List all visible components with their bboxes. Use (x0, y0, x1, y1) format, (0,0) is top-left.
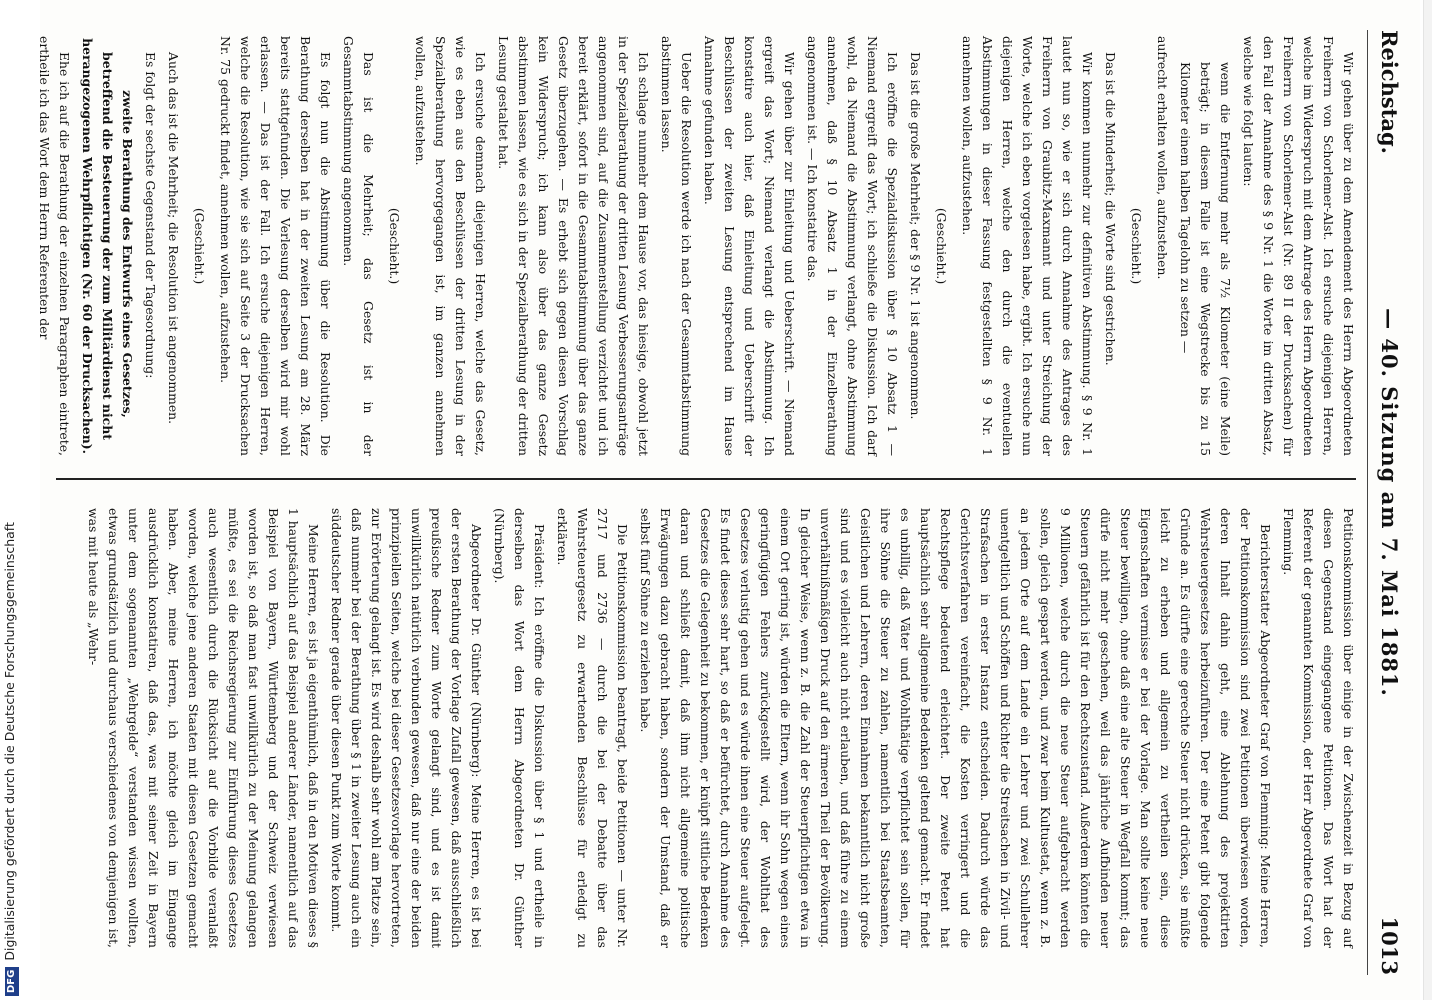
left-column-paragraph: Das ist die Minderheit; die Worte sind gestrichen. (1103, 52, 1118, 366)
left-column (37, 36, 1358, 456)
running-head (1370, 30, 1410, 975)
digitization-note (1, 0, 19, 996)
left-column-paragraph: Das ist die große Mehrheit; der § 9 Nr. 1 ist angenommen. (908, 52, 923, 420)
left-column-paragraph: Ueber die Resolution werde ich nach der Gesammtabstimmung abstimmen lassen. (659, 36, 694, 456)
dfg-logo: DFG (5, 967, 19, 996)
left-column-paragraph: (Geschieht.) (387, 207, 402, 285)
digitization-note-text: Digitalisierung gefördert durch die Deutsche Forschungsgemeinschaft (2, 522, 17, 961)
running-head-center: — 40. Sitzung am 7. Mai 1881. (1377, 308, 1402, 697)
left-column-paragraph: zweite Berathung des Entwurfs eines Gesetzes, betreffend die Besteuerung der zum Militärdienst nicht herangezogenen Wehrpflichtigen (Nr. 60 der Drucksachen). (80, 38, 135, 454)
right-column-paragraph: Abgeordneter Dr. Günther (Nürnberg): Meine Herren, es ist bei der ersten Berathung der Vorlage Zufall gewesen, daß ausschließlich preußische Redner zum Worte gelangt sind, und es ist damit unwillkürlich natürlich verbunden gewesen, daß nur eine der beiden prinzipiellen Seiten, welche bei dieser Gesetzesvorlage hervortreten, zur Erörterung gelangt ist. Es wird deshalb sehr wohl am Platze sein, daß nunmehr bei der Berathung über § 1 in zweiter Lesung auch ein süddeutscher Redner gerade über diesen Punkt zum Worte kommt. (329, 508, 484, 948)
left-column-paragraph: Wir gehen über zu dem Amendement des Herrn Abgeordneten Freiherrn von Schorlemer-Alst. Ich ersuche diejenigen Herren, welche im Widerspruch mit dem Antrage des Herrn Abgeordneten Freiherrn von Schorlemer-Alst (Nr. 89 II der Drucksachen) für den Fall der Annahme des § 9 Nr. 1 die Worte im dritten Absatz, welche wie folgt lauten: (1241, 36, 1356, 456)
right-column-paragraph: Die Petitionskommission beantragt, beide Petitionen — unter Nr. 2717 und 2736 — durch die bei der Debatte über das Wehrsteuergesetz zu erwartenden Beschlüsse für erledigt zu erklären. (555, 508, 630, 948)
left-column-paragraph: Das ist die Mehrheit; das Gesetz ist in der Gesammtabstimmung angenommen. (341, 36, 376, 456)
scanned-page (37, 0, 1420, 1000)
left-column-paragraph: Es folgt der sechste Gegenstand der Tagesordnung: (143, 52, 158, 379)
left-column-paragraph: Es folgt nun die Abstimmung über die Resolution. Die Berathung derselben hat in der zweiten Lesung am 28. März bereits stattgefunden. Die Verlesung derselben wird mir wohl erlassen. — Das ist der Fall. Ich ersuche diejenigen Herren, welche die Resolution, wie sie sich auf Seite 3 der Drucksachen Nr. 75 gedruckt findet, annehmen wollen, aufzustehen. (218, 36, 333, 456)
left-column-paragraph: (Geschieht.) (934, 207, 949, 285)
left-column-paragraph: Ich eröffne die Spezialdiskussion über § 10 Absatz 1 — Niemand ergreift das Wort; ich schließe die Diskussion. Ich darf wohl, da Niemand die Abstimmung verlangt, ohne Abstimmung annehmen, daß § 10 Absatz 1 in der Einzelberathung angenommen ist. — Ich konstatire das. (805, 36, 900, 456)
left-column-paragraph: Ehe ich auf die Berathung der einzelnen Paragraphen eintrete, ertheile ich das Wort dem Herrn Referenten der (37, 36, 72, 456)
left-column-paragraph: (Geschieht.) (1129, 207, 1144, 285)
left-column-paragraph: (Geschieht.) (192, 207, 207, 285)
left-column-paragraph: wenn die Entfernung mehr als 7½ Kilometer (eine Meile) beträgt; in diesem Falle ist eine Wegstrecke bis zu 15 Kilometer einem halben Tagelohn zu setzen — (1178, 62, 1233, 456)
left-column-paragraph: Ich ersuche demnach diejenigen Herren, welche das Gesetz, wie es eben aus den Beschlüssen der dritten Lesung in der Spezialberathung hervorgegangen ist, im ganzen annehmen wollen, aufzustehen. (413, 36, 488, 456)
right-column-paragraph: Meine Herren, es ist ja eigenthümlich, daß in den Motiven dieses § 1 hauptsächlich auf das Beispiel anderer Länder, namentlich auf das Beispiel von Bayern, Württemberg und der Schweiz verwiesen worden ist, so daß man fast unwillkürlich zu der Meinung gelangen müßte, es sei die Reichsregierung zur Einführung dieses Gesetzes auch wesentlich durch die Rücksicht auf die Vorbilde veranlaßt worden, welche jene anderen Staaten mit diesen Gesetzen gemacht haben. Aber, meine Herren, ich möchte gleich im Eingange ausdrücklich konstatiren, daß das, was mit seiner Zeit in Bayern unter dem sogenannten „Wehrgelde“ verstanden wissen wollten, etwas grundsätzlich und durchaus verschiedenes von demjenigen ist, was mit heute als „Wehr- (86, 508, 321, 948)
left-column-paragraph: Wir gehen über zur Einleitung und Ueberschrift. — Niemand ergreift das Wort; Niemand verlangt die Abstimmung. Ich konstatire auch hier, daß Einleitung und Ueberschrift der Beschlüssen der zweiten Lesung entsprechend im Hause Annahme gefunden haben. (702, 36, 797, 456)
left-column-paragraph: Wir kommen nunmehr zur definitiven Abstimmung. § 9 Nr. 1 lautet nun so, wie er sich durch Annahme des Antrages des Freiherrn von Graubitz-Maxmannt und unter Streichung der Worte, welche ich eben vorgelesen habe, ergibt. Ich ersuche nun diejenigen Herren, welche den durch die eventuellen Abstimmungen in dieser Fassung festgestellten § 9 Nr. 1 annehmen wollen, aufzustehen. (960, 36, 1095, 456)
column-divider (56, 478, 1356, 480)
digitization-strip (0, 0, 20, 1000)
left-column-paragraph: aufrecht erhalten wollen, aufzustehen. (1155, 36, 1170, 280)
right-column-paragraph: Berichterstatter Abgeordneter Graf von Flemming: Meine Herren, der Petitionskommission sind zwei Petitionen überwiesen worden, deren Inhalt dahin geht, eine Ablehnung des projektirten Wehrsteuergesetzes herbeizuführen. Der eine Petent gibt folgende Gründe an. Es dürfte eine gerechte Steuer nicht drücken, sie müßte leicht zu erheben und allgemein zu vertheilen sein, diese Eigenschaften vermisse er bei der Vorlage. Man sollte keine neue Steuer bewilligen, ohne daß eine alte Steuer in Wegfall kommt; das dürfe nicht mehr geschehen, weil das jährliche Aufbinden neuer Steuern gefährlich ist für den Rechtszustand. Außerdem könnten die 9 Millionen, welche durch die neue Steuer aufgebracht werden sollen, gleich gespart werden, und zwar beim Kultusetat, wenn z. B. an jedem Orte auf dem Lande ein Lehrer und zwei Schullehrer unentgeltlich und Schöffen und Richter die Streitsachen in Zivil- und Strafsachen in erster Instanz entscheiden. Dadurch würde das Gerichtsverfahren vereinfacht, die Kosten verringert und die Rechtspflege bedeutend erleichtert. Der zweite Petent hat hauptsächlich sehr allgemeine Bedenken geltend gemacht. Er findet es unbillig, daß Väter und Wohlthätige verpflichtet sein sollen, für ihre Söhne die Steuer zu zahlen, namentlich bei Staatsbeamten, Geistlichen und Lehrern, deren Einnahmen bekanntlich nicht große sind und es vielleicht auch nicht erlauben, und daß führe zu einem unverhältnißmäßigen Druck auf den ärmeren Theil der Bevölkerung. In gleicher Weise, wenn z. B. die Zahl der Steuerpflichtigen etwa in einem Ort gering ist, würden die Eltern, wenn ihr Sohn wegen eines geringfügigen Fehlers zurückgestellt wird, der Wohlthat des Gesetzes verlustig gehen und es würde ihnen eine Steuer aufgelegt. Es findet dieses sehr hart, so daß er befürchtet, durch Annahme des Gesetzes die Gelegenheit zu bekommen, er knüpft sittliche Bedenken daran und schließt damit, daß ihm nicht allgemeine politische Erwägungen dazu gebracht haben, sondern der Umstand, daß er selbst fünf Söhne zu erziehen habe. (638, 508, 1273, 948)
page-number: 1013 (1377, 916, 1402, 975)
scan-edge (1423, 0, 1432, 1000)
left-column-paragraph: Ich schlage nunmehr dem Hause vor, das hiesige, obwohl jetzt in der Spezialberathung der dritten Lesung Verbesserungsanträge angenommen sind, auf die Zusammenstellung verzichtet und ich bereit erklärt, sofort in die Gesammtabstimmung über das ganze Gesetz überzugehen. — Es erhebt sich gegen diesen Vorschlag kein Widerspruch; ich kann also über das ganze Gesetz abstimmen lassen, wie es sich in der Spezialberathung der dritten Lesung gestaltet hat. (496, 36, 651, 456)
running-head-left: Reichstag. (1377, 30, 1402, 154)
right-column (48, 508, 1358, 948)
left-column-paragraph: Auch das ist die Mehrheit; die Resolution ist angenommen. (166, 52, 181, 425)
right-column-paragraph: Präsident: Ich eröffne die Diskussion über § 1 und ertheile in derselben das Wort dem Herrn Abgeordneten Dr. Günther (Nürnberg). (492, 508, 547, 948)
right-column-paragraph: Petitionskommission über einige in der Zwischenzeit in Bezug auf diesen Gegenstand eingegangene Petitionen. Das Wort hat der Referent der genannten Kommission, der Herr Abgeordnete Graf von Flemming. (1281, 508, 1356, 948)
header-rule (1367, 30, 1368, 975)
